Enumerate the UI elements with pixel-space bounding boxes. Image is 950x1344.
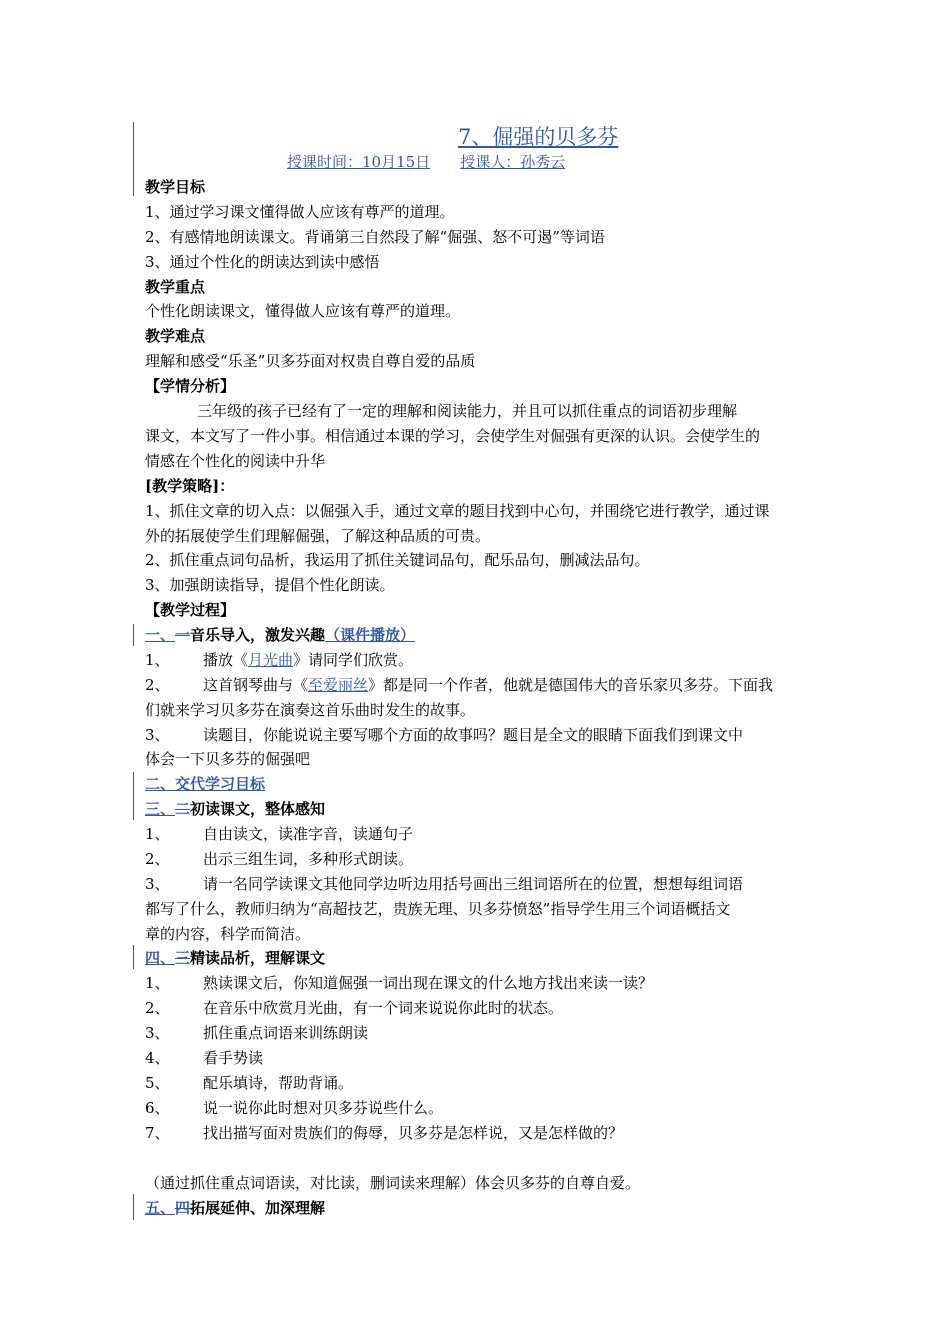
- moonlight-sonata-link[interactable]: 月光曲: [248, 651, 294, 669]
- section-3-item: 3、 请一名同学读课文其他同学边听边用括号画出三组词语所在的位置，想想每组词语: [145, 875, 744, 893]
- section-1-heading: 一、一音乐导入，激发兴趣（课件播放）: [145, 626, 416, 644]
- revision-bar: [133, 1194, 134, 1220]
- strategy-line: 1、抓住文章的切入点：以倔强入手，通过文章的题目找到中心句，并围绕它进行教学，通过课: [145, 502, 770, 520]
- lesson-teacher: 授课人：孙秀云: [460, 153, 566, 171]
- courseware-tag: （课件播放）: [325, 626, 416, 644]
- section-4-heading: 四、三精读品析，理解课文: [145, 949, 326, 967]
- section-4-item: 3、 抓住重点词语来训练朗读: [145, 1024, 369, 1042]
- lesson-time: 授课时间：10月15日: [287, 153, 431, 171]
- key-points-heading: 教学重点: [145, 278, 206, 296]
- objective-item: 2、有感情地朗读课文。背诵第三自然段了解“倔强、怒不可遏”等词语: [145, 228, 605, 246]
- section-4-item: 7、 找出描写面对贵族们的侮辱，贝多芬是怎样说，又是怎样做的？: [145, 1124, 624, 1142]
- revision-bar: [133, 122, 134, 196]
- section-1-item-cont: 体会一下贝多芬的倔强吧: [145, 750, 311, 768]
- strategy-line: 3、加强朗读指导，提倡个性化朗读。: [145, 576, 395, 594]
- process-heading: 【教学过程】: [145, 601, 236, 619]
- strategy-line: 2、抓住重点词句品析，我运用了抓住关键词品句，配乐品句，删减法品句。: [145, 551, 650, 569]
- revision-bar: [133, 772, 134, 820]
- analysis-line: 三年级的孩子已经有了一定的理解和阅读能力，并且可以抓住重点的词语初步理解: [197, 402, 738, 420]
- section-4-item: 1、 熟读课文后，你知道倔强一词出现在课文的什么地方找出来读一读？: [145, 974, 654, 992]
- difficulties-text: 理解和感受“乐圣”贝多芬面对权贵自尊自爱的品质: [145, 352, 476, 370]
- analysis-heading: 【学情分析】: [145, 377, 236, 395]
- strategy-heading: [教学策略]：: [145, 477, 235, 495]
- section-3-item: 1、 自由读文，读准字音，读通句子: [145, 825, 414, 843]
- section-1-item: 2、 这首钢琴曲与《至爱丽丝》都是同一个作者，他就是德国伟大的音乐家贝多芬。下面我: [145, 676, 774, 694]
- objective-item: 1、通过学习课文懂得做人应该有尊严的道理。: [145, 203, 455, 221]
- section-3-item-cont: 都写了什么，教师归纳为“高超技艺，贵族无理、贝多芬愤怒”指导学生用三个词语概括文: [145, 900, 731, 918]
- strategy-line: 外的拓展使学生们理解倔强，了解这种品质的可贵。: [145, 527, 491, 545]
- analysis-line: 情感在个性化的阅读中升华: [145, 452, 326, 470]
- key-points-text: 个性化朗读课文，懂得做人应该有尊严的道理。: [145, 302, 461, 320]
- section-3-heading: 三、二初读课文，整体感知: [145, 800, 326, 818]
- difficulties-heading: 教学难点: [145, 327, 206, 345]
- section-4-note: （通过抓住重点词语读，对比读，删词读来理解）体会贝多芬的自尊自爱。: [145, 1174, 641, 1192]
- section-4-item: 5、 配乐填诗，帮助背诵。: [145, 1074, 354, 1092]
- section-5-heading: 五、四拓展延伸、加深理解: [145, 1199, 326, 1217]
- analysis-line: 课文，本文写了一件小事。相信通过本课的学习，会使学生对倔强有更深的认识。会使学生的: [145, 427, 761, 445]
- section-4-item: 4、 看手势读: [145, 1049, 264, 1067]
- section-3-item-cont: 章的内容，科学而简洁。: [145, 925, 311, 943]
- section-4-item: 6、 说一说你此时想对贝多芬说些什么。: [145, 1099, 444, 1117]
- section-3-item: 2、 出示三组生词，多种形式朗读。: [145, 850, 414, 868]
- section-2-heading: 二、交代学习目标: [145, 775, 266, 793]
- section-4-item: 2、 在音乐中欣赏月光曲，有一个词来说说你此时的状态。: [145, 999, 564, 1017]
- section-1-item: 3、 读题目，你能说说主要写哪个方面的故事吗？题目是全文的眼睛下面我们到课文中: [145, 726, 744, 744]
- section-1-item-cont: 们就来学习贝多芬在演奏这首乐曲时发生的故事。: [145, 701, 476, 719]
- objective-item: 3、通过个性化的朗读达到读中感悟: [145, 253, 380, 271]
- revision-bar: [133, 624, 134, 646]
- fur-elise-link[interactable]: 至爱丽丝: [308, 676, 369, 694]
- section-1-item: 1、 播放《月光曲》请同学们欣赏。: [145, 651, 414, 669]
- objectives-heading: 教学目标: [145, 178, 206, 196]
- document-title: 7、倔强的贝多芬: [458, 125, 619, 149]
- document-subtitle: [287, 152, 565, 172]
- revision-bar: [133, 945, 134, 969]
